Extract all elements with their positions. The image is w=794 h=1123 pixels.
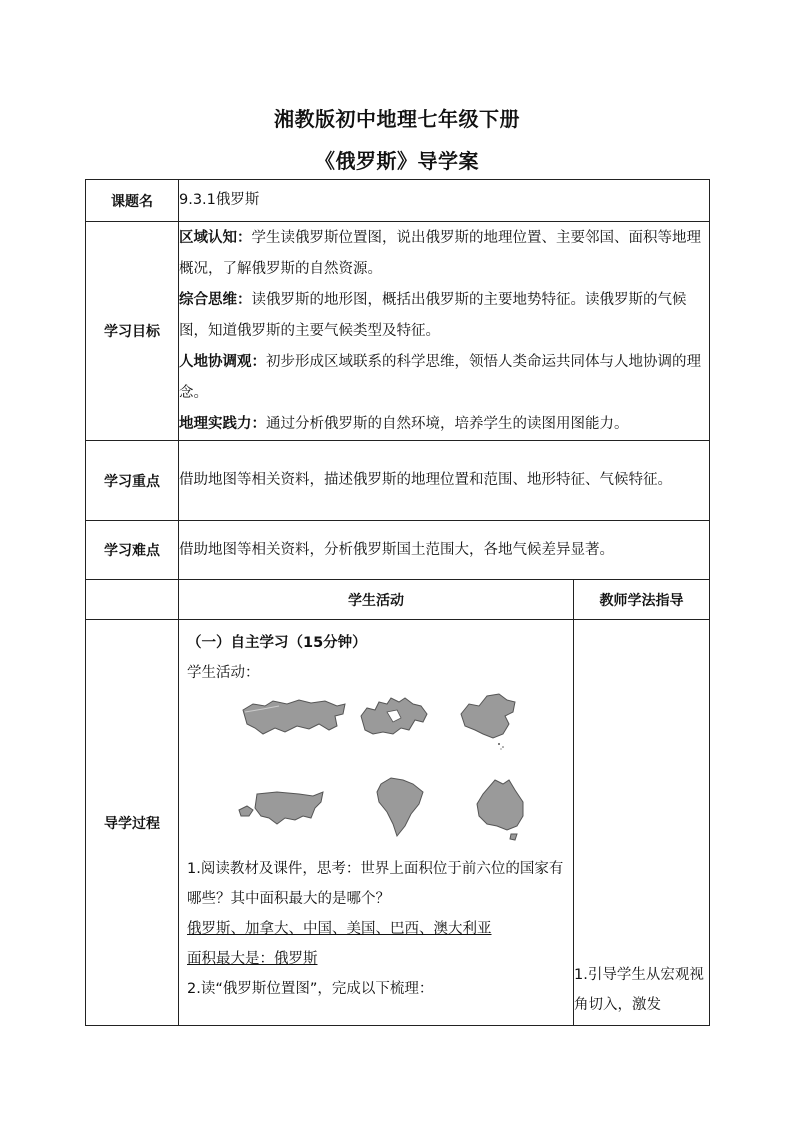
answer-1-line-1: 俄罗斯、加拿大、中国、美国、巴西、澳大利亚 xyxy=(187,921,492,937)
teacher-guide-text: 1.引导学生从宏观视角切入，激发 xyxy=(574,967,704,1013)
lesson-plan-table xyxy=(85,179,710,1026)
document-title: 湘教版初中地理七年级下册 xyxy=(274,107,520,131)
topic-row xyxy=(86,180,710,222)
process-content xyxy=(179,620,574,1026)
country-outline-maps xyxy=(187,690,565,850)
brazil-map-icon xyxy=(373,774,429,840)
student-activity-label: 学生活动： xyxy=(187,665,260,681)
difficulties-label: 学习难点 xyxy=(86,521,179,580)
question-1: 1.阅读教材及课件，思考：世界上面积位于前六位的国家有哪些？其中面积最大的是哪个？ xyxy=(187,861,564,907)
key-points-text: 借助地图等相关资料，描述俄罗斯的地理位置和范围、地形特征、气候特征。 xyxy=(179,441,710,521)
section-title: （一）自主学习（15分钟） xyxy=(187,635,367,651)
teacher-guide-content xyxy=(574,620,710,1026)
australia-map-icon xyxy=(473,776,529,842)
china-map-icon xyxy=(455,690,521,750)
goal-item: 综合思维：读俄罗斯的地形图，概括出俄罗斯的主要地势特征。读俄罗斯的气候图，知道俄罗斯的主要气候类型及特征。 xyxy=(179,291,687,339)
column-header-row xyxy=(86,580,710,620)
key-points-row xyxy=(86,441,710,521)
answer-1-line-2: 面积最大是：俄罗斯 xyxy=(187,951,318,967)
process-label: 导学过程 xyxy=(86,620,179,1026)
difficulties-row xyxy=(86,521,710,580)
goal-item: 地理实践力：通过分析俄罗斯的自然环境，培养学生的读图用图能力。 xyxy=(179,415,629,432)
document-subtitle: 《俄罗斯》导学案 xyxy=(315,149,479,173)
empty-header-cell xyxy=(86,580,179,620)
topic-value: 9.3.1俄罗斯 xyxy=(179,180,710,222)
goals-content xyxy=(179,222,710,441)
difficulties-text: 借助地图等相关资料，分析俄罗斯国土范围大，各地气候差异显著。 xyxy=(179,521,710,580)
process-row xyxy=(86,620,710,1026)
goal-item: 区域认知：学生读俄罗斯位置图，说出俄罗斯的地理位置、主要邻国、面积等地理概况，了解俄罗斯的自然资源。 xyxy=(179,229,701,277)
key-points-label: 学习重点 xyxy=(86,441,179,521)
goal-item: 人地协调观：初步形成区域联系的科学思维，领悟人类命运共同体与人地协调的理念。 xyxy=(179,353,701,401)
topic-label: 课题名 xyxy=(86,180,179,222)
russia-map-icon xyxy=(239,696,349,742)
canada-map-icon xyxy=(357,692,433,742)
goals-label: 学习目标 xyxy=(86,222,179,441)
question-2: 2.读“俄罗斯位置图”，完成以下梳理： xyxy=(187,981,434,997)
teacher-guide-header: 教师学法指导 xyxy=(574,580,710,620)
usa-map-icon xyxy=(237,788,327,830)
goals-row xyxy=(86,222,710,441)
student-activity-header: 学生活动 xyxy=(179,580,574,620)
